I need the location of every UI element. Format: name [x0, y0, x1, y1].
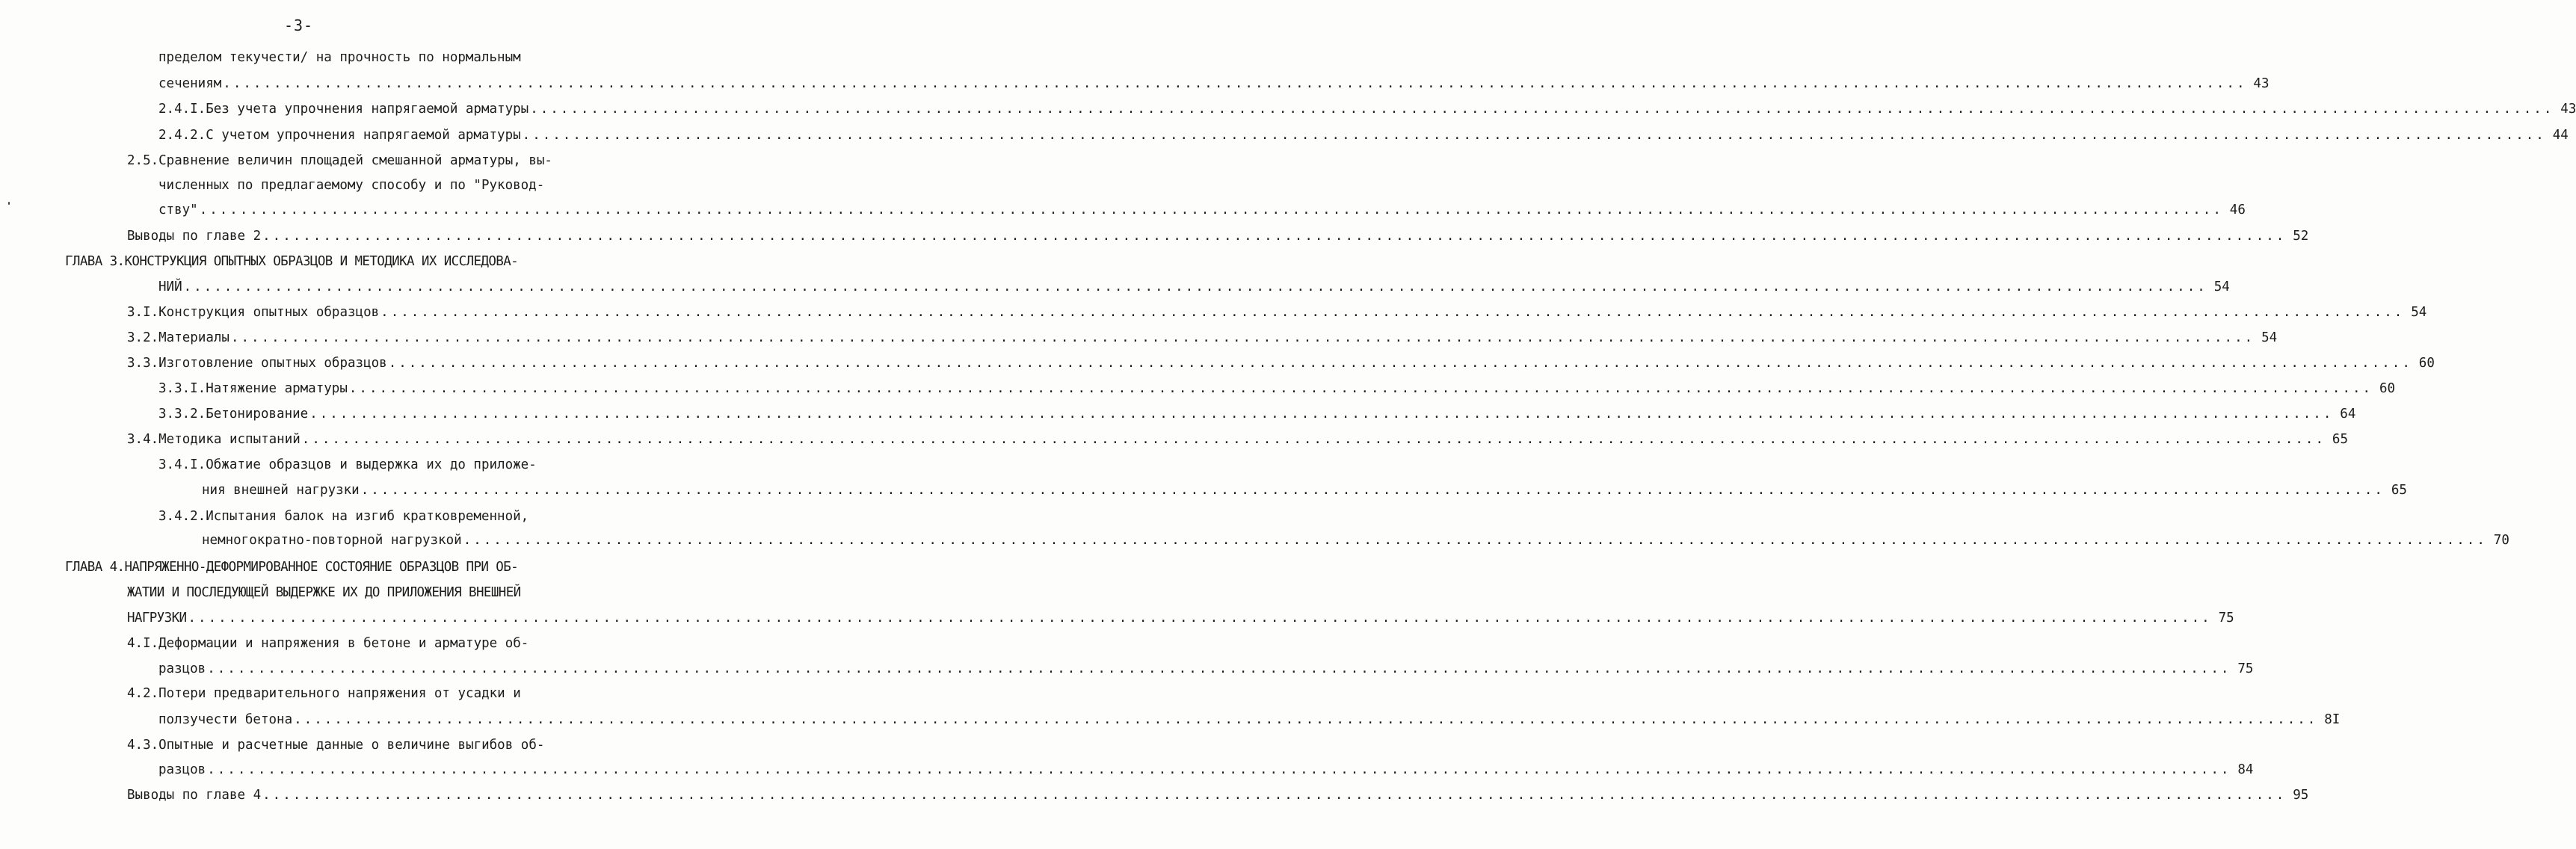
leader-dots: ........................................................................................................................................................................................................ [207, 661, 2231, 676]
toc-entry-text: Выводы по главе 2 [127, 229, 262, 244]
toc-entry-text: ЖАТИИ И ПОСЛЕДУЮЩЕЙ ВЫДЕРЖКЕ ИХ ДО ПРИЛОЖЕНИЯ ВНЕШНЕЙ [127, 585, 521, 600]
toc-entry-text: 4.2.Потери предварительного напряжения от усадки и [127, 686, 521, 701]
leader-dots: ........................................................................................................................................................................................................ [348, 381, 2373, 396]
toc-entry-text: Выводы по главе 4 [127, 788, 262, 803]
toc-line [127, 352, 2435, 374]
toc-line [158, 72, 2270, 95]
scan-speck [8, 202, 10, 205]
toc-entry-text: ползучести бетона [158, 712, 293, 727]
toc-line [202, 529, 2509, 552]
toc-line [127, 327, 2278, 349]
toc-page-number: 64 [2340, 407, 2356, 422]
toc-entry-text: 3.3.I.Натяжение арматуры [158, 381, 348, 396]
leader-dots: ........................................................................................................................................................................................................ [463, 533, 2487, 548]
toc-line [127, 784, 2309, 806]
leader-dots: ........................................................................................................................................................................................................ [301, 432, 2326, 447]
toc-line [158, 174, 566, 197]
toc-entry-text: ГЛАВА 3.КОНСТРУКЦИЯ ОПЫТНЫХ ОБРАЗЦОВ И МЕТОДИКА ИХ ИССЛЕДОВА- [65, 254, 519, 269]
leader-dots: ........................................................................................................................................................................................................ [223, 76, 2247, 91]
toc-page-number: 95 [2293, 788, 2309, 803]
toc-page-number: 54 [2213, 280, 2230, 294]
toc-page-number: 52 [2293, 229, 2309, 244]
toc-page-number: 84 [2237, 762, 2254, 777]
toc-line [127, 301, 2427, 324]
toc-entry-text: ния внешней нагрузки [202, 483, 360, 498]
toc-line [158, 759, 2254, 781]
toc-entry-text: 4.3.Опытные и расчетные данные о величине выгибов об- [127, 738, 545, 753]
toc-page-number: 54 [2261, 330, 2278, 345]
toc-entry-text: ГЛАВА 4.НАПРЯЖЕННО-ДЕФОРМИРОВАННОЕ СОСТОЯНИЕ ОБРАЗЦОВ ПРИ ОБ- [65, 560, 519, 575]
leader-dots: ........................................................................................................................................................................................................ [230, 330, 2255, 345]
toc-line [158, 377, 2396, 400]
toc-entry-text: 3.3.Изготовление опытных образцов [127, 356, 387, 371]
toc-line [202, 479, 2407, 501]
toc-page-number: 75 [2218, 611, 2234, 626]
toc-entry-text: пределом текучести/ на прочность по нормальным [158, 50, 521, 65]
toc-line [158, 276, 2230, 298]
toc-line [158, 403, 2356, 425]
leader-dots: ........................................................................................................................................................................................................ [360, 483, 2385, 498]
leader-dots: ........................................................................................................................................................................................................ [294, 712, 2318, 727]
toc-page-number: 46 [2229, 203, 2246, 217]
leader-dots: ........................................................................................................................................................................................................ [380, 305, 2405, 320]
leader-dots: ........................................................................................................................................................................................................ [262, 229, 2287, 244]
toc-page-number: 43 [2253, 76, 2270, 91]
toc-entry-text: разцов [158, 762, 206, 777]
toc-page-number: 75 [2237, 661, 2254, 676]
toc-line [127, 607, 2234, 629]
leader-dots: ........................................................................................................................................................................................................ [199, 203, 2223, 217]
toc-line [127, 682, 566, 705]
toc-entry-text: 2.4.2.С учетом упрочнения напрягаемой арматуры [158, 128, 521, 143]
toc-entry-text: 4.I.Деформации и напряжения в бетоне и арматуре об- [127, 636, 529, 651]
toc-page-number: 70 [2493, 533, 2509, 548]
leader-dots: ........................................................................................................................................................................................................ [522, 128, 2546, 143]
page-number: -3- [283, 16, 314, 34]
toc-line [158, 658, 2254, 680]
toc-line [158, 708, 2341, 731]
toc-entry-text: численных по предлагаемому способу и по "Руковод- [158, 178, 545, 193]
toc-line [65, 250, 566, 273]
toc-line [127, 149, 566, 172]
toc-entry-text: 3.I.Конструкция опытных образцов [127, 305, 380, 320]
toc-entry-text: 3.3.2.Бетонирование [158, 407, 309, 422]
toc-page-number: 65 [2332, 432, 2348, 447]
toc-entry-text: 2.5.Сравнение величин площадей смешанной арматуры, вы- [127, 153, 552, 168]
toc-entry-text: ству" [158, 203, 198, 217]
leader-dots: ........................................................................................................................................................................................................ [388, 356, 2412, 371]
toc-page-number: 44 [2552, 128, 2569, 143]
toc-page-number: 60 [2418, 356, 2435, 371]
toc-line [158, 124, 2569, 146]
toc-line [158, 46, 566, 69]
toc-line [65, 556, 566, 578]
toc-page-number: 54 [2411, 305, 2427, 320]
toc-line [127, 428, 2348, 451]
toc-entry-text: НИЙ [158, 280, 182, 294]
toc-entry-text: сечениям [158, 76, 222, 91]
leader-dots: ........................................................................................................................................................................................................ [530, 102, 2554, 117]
leader-dots: ........................................................................................................................................................................................................ [262, 788, 2287, 803]
leader-dots: ........................................................................................................................................................................................................ [183, 280, 2207, 294]
leader-dots: ........................................................................................................................................................................................................ [207, 762, 2231, 777]
toc-line [127, 734, 566, 756]
toc-line [158, 454, 566, 476]
toc-entry-text: разцов [158, 661, 206, 676]
toc-entry-text: 3.2.Материалы [127, 330, 229, 345]
toc-line [158, 199, 2246, 221]
toc-entry-text: 3.4.Методика испытаний [127, 432, 301, 447]
toc-entry-text: немногократно-повторной нагрузкой [202, 533, 462, 548]
toc-line [158, 505, 566, 528]
toc-entry-text: 3.4.2.Испытания балок на изгиб кратковременной, [158, 509, 529, 524]
toc-entry-text: НАГРУЗКИ [127, 611, 187, 626]
leader-dots: ........................................................................................................................................................................................................ [188, 611, 2212, 626]
toc-page-number: 8I [2324, 712, 2341, 727]
toc-line [158, 98, 2576, 120]
toc-entry-text: 2.4.I.Без учета упрочнения напрягаемой арматуры [158, 102, 529, 117]
toc-entry-text: 3.4.I.Обжатие образцов и выдержка их до приложе- [158, 457, 537, 472]
toc-page-number: 43 [2560, 102, 2576, 117]
toc-line [127, 632, 566, 655]
toc-page-number: 60 [2379, 381, 2396, 396]
leader-dots: ........................................................................................................................................................................................................ [309, 407, 2334, 422]
toc-line [127, 581, 566, 604]
toc-page-number: 65 [2391, 483, 2407, 498]
toc-line [127, 225, 2309, 247]
